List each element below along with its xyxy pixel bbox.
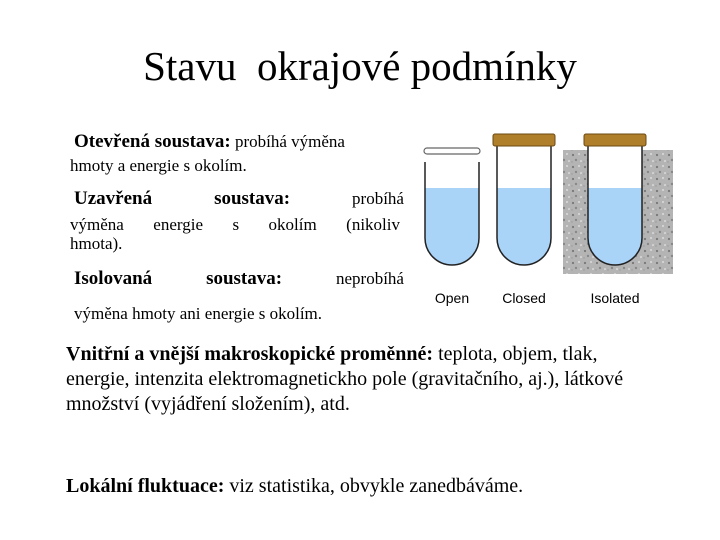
- closed-system-word: s: [232, 215, 240, 234]
- fluctuations-text: viz statistika, obvykle zanedbáváme.: [224, 475, 524, 497]
- closed-system-line1: [74, 188, 404, 210]
- closed-system-lead-b: soustava:: [214, 188, 291, 209]
- caption-closed: Closed: [502, 290, 546, 306]
- caption-open: Open: [434, 290, 470, 306]
- isolated-system-line1: [74, 268, 404, 290]
- closed-system-word: (nikoliv: [346, 215, 400, 234]
- closed-system-word: energie: [153, 215, 203, 234]
- variables-lead: Vnitřní a vnější makroskopické proměnné:: [66, 343, 434, 365]
- caption-isolated: Isolated: [590, 290, 640, 306]
- isolated-system-lead-a: Isolovaná: [74, 268, 153, 289]
- open-system-line1: [74, 131, 345, 153]
- isolated-system-line2: výměna hmoty ani energie s okolím.: [74, 304, 323, 323]
- open-system-text: probíhá výměna: [234, 132, 345, 151]
- closed-system-text: probíhá: [352, 189, 404, 208]
- open-tube: [424, 148, 480, 265]
- systems-figure: [415, 128, 675, 313]
- fluctuations-lead: Lokální fluktuace:: [66, 475, 225, 497]
- open-system-lead: Otevřená soustava:: [74, 131, 231, 152]
- fluctuations-paragraph: [66, 474, 523, 499]
- closed-system-word: výměna: [70, 215, 124, 234]
- variables-text: teplota, objem, tlak, energie, intenzita elektromagnetickho pole (gravitačního, aj.), látkové množství (vyjádření složením), atd.: [66, 343, 624, 415]
- variables-paragraph: [66, 342, 656, 417]
- closed-system-word: okolím: [268, 215, 317, 234]
- isolated-system-text: neprobíhá: [336, 269, 404, 288]
- isolated-tube: [563, 134, 673, 274]
- closed-system-line3: hmota).: [70, 234, 123, 253]
- closed-tube: [493, 134, 555, 265]
- closed-system-lead-a: Uzavřená: [74, 188, 153, 209]
- isolated-system-lead-b: soustava:: [206, 268, 283, 289]
- open-system-line2: hmoty a energie s okolím.: [70, 156, 247, 175]
- slide-title: Stavu okrajové podmínky: [143, 43, 577, 89]
